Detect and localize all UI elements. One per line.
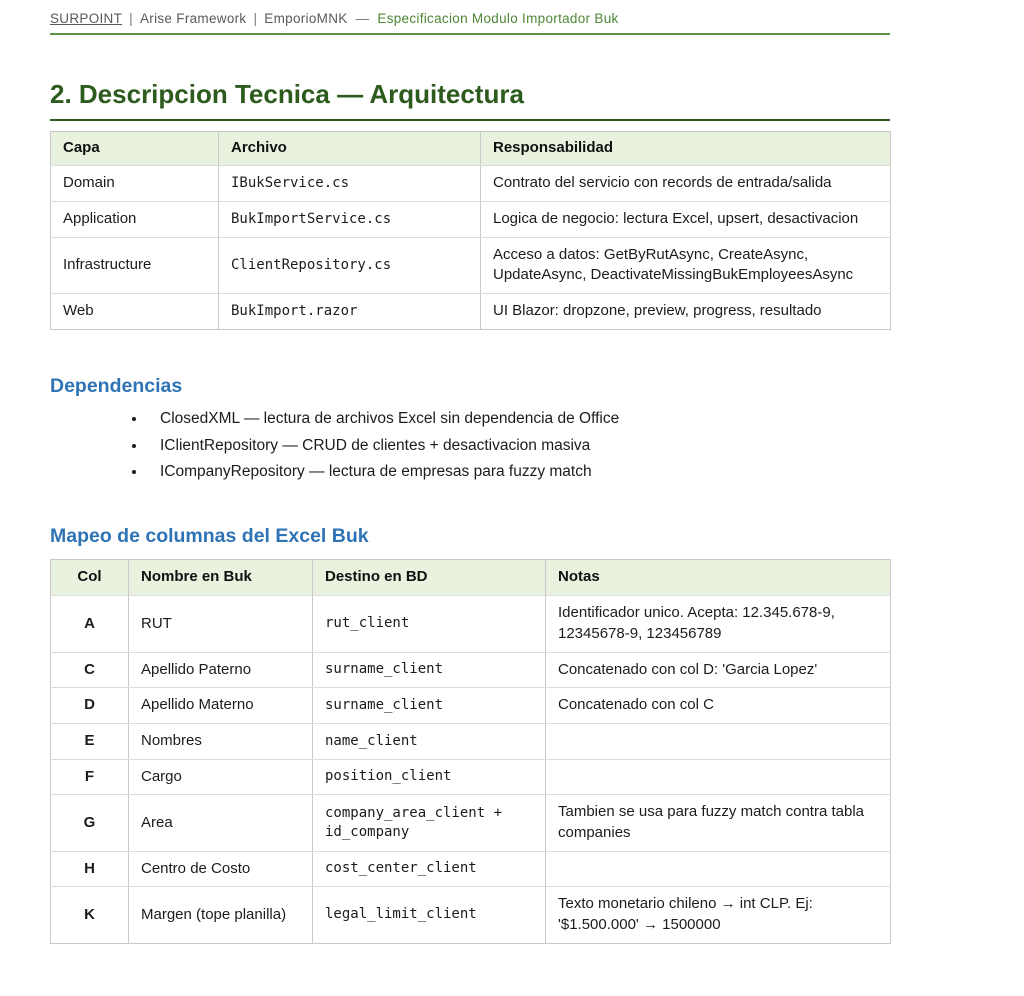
column-header-destino: Destino en BD	[313, 560, 546, 596]
cell-col: G	[51, 795, 129, 851]
breadcrumb-item-arise-framework: Arise Framework	[139, 11, 247, 26]
cell-destino: legal_limit_client	[313, 887, 546, 943]
mapeo-heading: Mapeo de columnas del Excel Buk	[50, 525, 369, 548]
architecture-table	[50, 131, 891, 330]
column-header-responsabilidad: Responsabilidad	[481, 132, 891, 166]
cell-col: E	[51, 723, 129, 759]
cell-capa: Domain	[51, 165, 219, 201]
cell-destino: position_client	[313, 759, 546, 795]
cell-capa: Infrastructure	[51, 237, 219, 293]
list-item: • ClosedXML — lectura de archivos Excel sin dependencia de Office	[147, 409, 890, 429]
cell-destino: cost_center_client	[313, 851, 546, 887]
cell-capa: Application	[51, 201, 219, 237]
cell-archivo: ClientRepository.cs	[219, 237, 481, 293]
dependencies-list	[147, 409, 890, 482]
breadcrumb-item-emporiomnk: EmporioMNK	[264, 11, 348, 26]
column-mapping-table	[50, 559, 891, 943]
cell-nombre: Margen (tope planilla)	[129, 887, 313, 943]
cell-notas: Concatenado con col D: 'Garcia Lopez'	[546, 652, 891, 688]
cell-col: H	[51, 851, 129, 887]
cell-notas	[546, 759, 891, 795]
cell-notas	[546, 723, 891, 759]
table-row	[51, 652, 891, 688]
table-row	[51, 596, 891, 652]
table-header-row	[51, 132, 891, 166]
cell-col: D	[51, 688, 129, 724]
cell-col: F	[51, 759, 129, 795]
cell-destino: surname_client	[313, 688, 546, 724]
cell-archivo: BukImport.razor	[219, 294, 481, 330]
list-item: • ICompanyRepository — lectura de empresas para fuzzy match	[147, 462, 890, 482]
table-row	[51, 165, 891, 201]
page-title: 2. Descripcion Tecnica — Arquitectura	[50, 79, 890, 121]
table-row	[51, 723, 891, 759]
cell-col: K	[51, 887, 129, 943]
cell-nombre: Apellido Paterno	[129, 652, 313, 688]
table-row	[51, 887, 891, 943]
cell-notas: Texto monetario chileno → int CLP. Ej: '$1.500.000' → 1500000	[546, 887, 891, 943]
table-row	[51, 237, 891, 293]
cell-notas: Tambien se usa para fuzzy match contra tabla companies	[546, 795, 891, 851]
breadcrumb-separator: |	[253, 11, 258, 26]
cell-nombre: Cargo	[129, 759, 313, 795]
dependencias-heading: Dependencias	[50, 375, 183, 398]
cell-col: A	[51, 596, 129, 652]
table-row	[51, 851, 891, 887]
breadcrumb-item-surpoint[interactable]: SURPOINT	[50, 11, 123, 26]
column-header-notas: Notas	[546, 560, 891, 596]
cell-notas: Concatenado con col C	[546, 688, 891, 724]
cell-responsabilidad: Acceso a datos: GetByRutAsync, CreateAsync, UpdateAsync, DeactivateMissingBukEmployeesAsync	[481, 237, 891, 293]
document-page	[50, 0, 890, 944]
column-header-col: Col	[51, 560, 129, 596]
cell-nombre: Centro de Costo	[129, 851, 313, 887]
column-header-capa: Capa	[51, 132, 219, 166]
table-row	[51, 688, 891, 724]
breadcrumb-separator: |	[129, 11, 133, 26]
cell-col: C	[51, 652, 129, 688]
table-header-row	[51, 560, 891, 596]
cell-responsabilidad: UI Blazor: dropzone, preview, progress, resultado	[481, 294, 891, 330]
cell-archivo: BukImportService.cs	[219, 201, 481, 237]
cell-nombre: RUT	[129, 596, 313, 652]
cell-nombre: Nombres	[129, 723, 313, 759]
cell-destino: rut_client	[313, 596, 546, 652]
cell-nombre: Area	[129, 795, 313, 851]
column-header-archivo: Archivo	[219, 132, 481, 166]
breadcrumb-dash: —	[355, 11, 370, 26]
list-item: • IClientRepository — CRUD de clientes + desactivacion masiva	[147, 436, 890, 456]
column-header-nombre: Nombre en Buk	[129, 560, 313, 596]
cell-destino: name_client	[313, 723, 546, 759]
table-row	[51, 759, 891, 795]
cell-capa: Web	[51, 294, 219, 330]
table-row	[51, 795, 891, 851]
cell-responsabilidad: Contrato del servicio con records de entrada/salida	[481, 165, 891, 201]
breadcrumb-current-page: Especificacion Modulo Importador Buk	[377, 11, 619, 26]
breadcrumb	[50, 11, 890, 35]
cell-archivo: IBukService.cs	[219, 165, 481, 201]
cell-destino: surname_client	[313, 652, 546, 688]
cell-responsabilidad: Logica de negocio: lectura Excel, upsert, desactivacion	[481, 201, 891, 237]
table-row	[51, 294, 891, 330]
table-row	[51, 201, 891, 237]
cell-notas: Identificador unico. Acepta: 12.345.678-9, 12345678-9, 123456789	[546, 596, 891, 652]
cell-destino: company_area_client + id_company	[313, 795, 546, 851]
cell-notas	[546, 851, 891, 887]
cell-nombre: Apellido Materno	[129, 688, 313, 724]
